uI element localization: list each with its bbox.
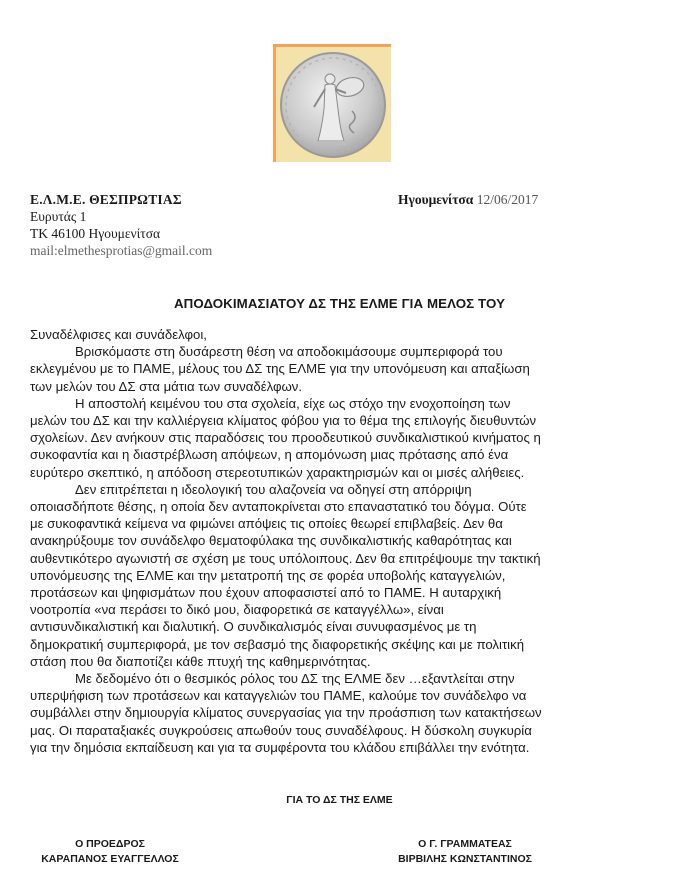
document-title: ΑΠΟΔΟΚΙΜΑΣΙΑΤΟΥ ΔΣ ΤΗΣ ΕΛΜΕ ΓΙΑ ΜΕΛΟΣ ΤΟΥ xyxy=(173,296,506,311)
body-line: οποιασδήποτε θέσης, η οποία δεν ανταποκρίνεται στο επαναστατικό του δόγμα. Ούτε xyxy=(30,499,527,515)
body-line: ανακηρύξουμε τον συνάδελφο θεματοφύλακα της συνδικαλιστικής καθαρότητας και xyxy=(30,533,512,549)
body-line: των μελών του ΔΣ στα μάτια των συναδέλφων. xyxy=(30,378,303,394)
body-line: ευρύτερο σκεπτικό, η απόδοση στερεοτυπικών χαρακτηρισμών και οι μισές αλήθειες. xyxy=(30,464,525,480)
body-line: δημοκρατική συμπεριφορά, με τον σεβασμό της διαφορετικής σκέψης και με πολιτική xyxy=(30,636,525,652)
body-line: προτάσεων και ψηφισμάτων που έχουν αποφασιστεί από το ΠΑΜΕ. Η αυταρχική xyxy=(30,585,502,601)
logo xyxy=(273,44,391,162)
dateline-place: Ηγουμενίτσα xyxy=(398,192,474,207)
dateline xyxy=(398,191,538,208)
body-line: Η αποστολή κειμένου του στα σχολεία, είχε ως στόχο την ενοχοποίηση των xyxy=(75,395,511,411)
body-line: με συκοφαντικά κείμενα να φιμώνει απόψεις τις οποίες θεωρεί επιβλαβείς. Δεν θα xyxy=(30,516,503,532)
body-line: υπονόμευσης της ΕΛΜΕ και την μετατροπή της σε φορέα υποβολής καταγγελιών, xyxy=(30,567,506,583)
body-line: σχολείων. Δεν ανήκουν στις παραδόσεις του προοδευτικού συνδικαλιστικού κινήματος η xyxy=(30,430,541,446)
document-body xyxy=(30,326,660,756)
sender-postal: ΤΚ 46100 Ηγουμενίτσα xyxy=(30,226,161,241)
salutation: Συναδέλφισες και συνάδελφοι, xyxy=(30,327,207,342)
body-line: συκοφαντία και η διαστρέβλωση απόψεων, η απομόνωση μιας πρότασης από ένα xyxy=(30,447,509,463)
body-line: εκλεγμένου με το ΠΑΜΕ, μέλους του ΔΣ της ΕΛΜΕ για την υπονόμευση και απαξίωση xyxy=(30,361,530,377)
sender-organization: Ε.Λ.Μ.Ε. ΘΕΣΠΡΩΤΙΑΣ xyxy=(30,192,182,207)
coin-emblem-icon xyxy=(278,49,390,161)
president-name: ΚΑΡΑΠΑΝΟΣ ΕΥΑΓΓΕΛΛΟΣ xyxy=(41,853,179,865)
signature-president xyxy=(30,837,190,867)
body-line: στάση που θα διαποτίζει κάθε πτυχή της καθημερινότητας. xyxy=(30,653,371,669)
body-line: αντισυνδικαλιστική και διαλυτική. Ο συνδικαλισμός είναι συνυφασμένος με τη xyxy=(30,619,477,635)
body-line: Δεν επιτρέπεται η ιδεολογική του αλαζονεία να οδηγεί στη απόρριψη xyxy=(75,481,472,497)
body-line: αυθεντικότερο αγωνιστή σε σχέση με τους υπόλοιπους. Δεν θα επιτρέψουμε την τακτική xyxy=(30,550,541,566)
body-line: μας. Οι παραταξιακές συγκρούσεις απωθούν τους συναδέλφους. Η δύσκολη συγκυρία xyxy=(30,722,532,738)
body-line: Με δεδομένο ότι ο θεσμικός ρόλος του ΔΣ της ΕΛΜΕ δεν …εξαντλείται στην xyxy=(75,671,515,687)
sender-address xyxy=(30,191,212,259)
sender-email: mail:elmethesprotias@gmail.com xyxy=(30,243,213,258)
secretary-role: Ο Γ. ΓΡΑΜΜΑΤΕΑΣ xyxy=(418,838,512,850)
body-line: για την δημόσια εκπαίδευση και για τα συμφέροντα του κλάδου επιβάλλει την ενότητα. xyxy=(30,739,530,755)
sender-street: Ευρυτάς 1 xyxy=(30,209,87,224)
body-lines xyxy=(30,343,660,756)
body-line: μελών του ΔΣ και την καλλιέργεια κλίματος φόβου για το θέμα της επιλογής διευθυντών xyxy=(30,413,537,429)
body-line: νοοτροπία «να περάσει το δικό μου, διαφορετικά σε καταγγέλλω», είναι xyxy=(30,602,444,618)
body-line: συμβάλλει στην δημιουργία κλίματος συνεργασίας για την προάσπιση των κατακτήσεων xyxy=(30,705,542,721)
president-role: Ο ΠΡΟΕΔΡΟΣ xyxy=(75,838,145,850)
footer-heading: ΓΙΑ ΤΟ ΔΣ ΤΗΣ ΕΛΜΕ xyxy=(286,794,393,806)
signature-secretary xyxy=(385,837,545,867)
secretary-name: ΒΙΡΒΙΛΗΣ ΚΩΝΣΤΑΝΤΙΝΟΣ xyxy=(398,853,532,865)
body-line: Βρισκόμαστε στη δυσάρεστη θέση να αποδοκιμάσουμε συμπεριφορά του xyxy=(75,344,503,360)
dateline-date: 12/06/2017 xyxy=(476,192,539,207)
body-line: υπερψήφιση των προτάσεων και καταγγελιών του ΠΑΜΕ, καλούμε τον συνάδελφο να xyxy=(30,688,527,704)
